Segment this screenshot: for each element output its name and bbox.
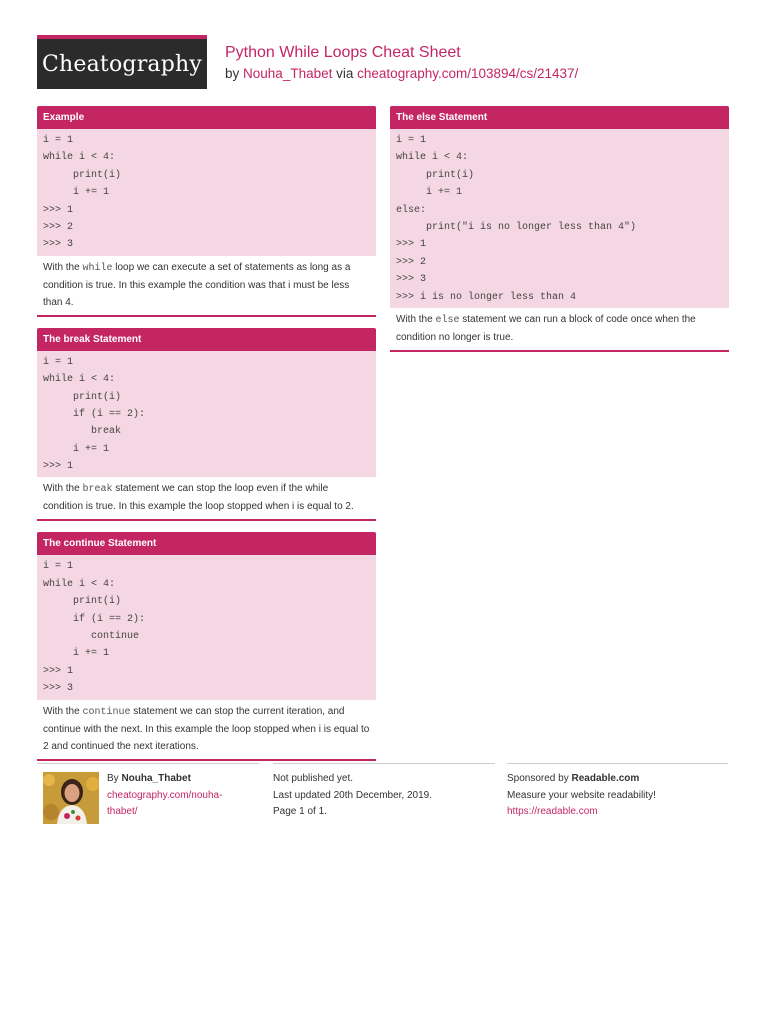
section-else <box>390 106 729 352</box>
code-line: >>> 1 <box>396 239 427 251</box>
section-title: Example <box>37 106 376 129</box>
code-line: while i < 4: <box>43 152 116 164</box>
sponsor-label: Sponsored by <box>507 773 569 784</box>
code-line: >>> 2 <box>396 256 427 268</box>
publish-status: Not published yet. <box>273 773 354 784</box>
code-line: i += 1 <box>43 648 110 660</box>
sponsor-link[interactable]: https://readable.com <box>507 806 598 817</box>
code-line: i = 1 <box>43 561 74 573</box>
avatar-image <box>43 772 99 824</box>
footer-publish-info <box>273 763 495 821</box>
last-updated: Last updated 20th December, 2019. <box>273 789 433 801</box>
desc-text: statement we can stop the loop even if the while condition is true. In this example the loop stopped when i is equal to 2. <box>43 483 354 513</box>
code-line: continue <box>43 631 140 643</box>
author-name-line <box>107 771 259 788</box>
inline-code: continue <box>82 706 131 718</box>
code-block <box>37 129 376 256</box>
code-line: print(i) <box>43 391 122 403</box>
desc-text: statement we can run a block of code once when the condition no longer is true. <box>396 313 696 343</box>
footer-sponsor <box>507 763 728 821</box>
code-line: >>> 1 <box>43 665 74 677</box>
code-block <box>390 129 729 308</box>
section-description <box>390 308 729 350</box>
desc-text: With the <box>43 705 83 717</box>
code-line: while i < 4: <box>396 152 469 164</box>
section-title: The else Statement <box>390 106 729 129</box>
section-example <box>37 106 376 317</box>
desc-text: With the <box>43 261 83 273</box>
code-line: while i < 4: <box>43 578 116 590</box>
author-info <box>107 771 259 821</box>
by-text: by <box>225 66 240 81</box>
byline <box>225 66 578 81</box>
page-title: Python While Loops Cheat Sheet <box>225 44 461 61</box>
code-line: if (i == 2): <box>43 408 146 420</box>
desc-text: loop we can execute a set of statements as long as a condition is true. In this example the condition was that i must be less than 4. <box>43 261 351 308</box>
section-break <box>37 328 376 522</box>
code-block <box>37 555 376 699</box>
code-line: >>> 1 <box>43 204 74 216</box>
section-title: The continue Statement <box>37 532 376 555</box>
code-line: >>> i is no longer less than 4 <box>396 291 577 303</box>
code-line: >>> 2 <box>43 221 74 233</box>
desc-text: With the <box>396 313 436 325</box>
left-column <box>37 106 376 772</box>
section-title: The break Statement <box>37 328 376 351</box>
code-line: i += 1 <box>43 443 110 455</box>
right-column <box>390 106 729 363</box>
via-text: via <box>336 66 354 81</box>
sponsor-name: Readable.com <box>571 773 640 784</box>
code-block <box>37 351 376 478</box>
section-description <box>37 256 376 315</box>
author-profile-link-cont[interactable]: thabet/ <box>107 806 138 817</box>
cheatography-logo[interactable] <box>37 35 207 89</box>
footer <box>37 763 728 833</box>
sponsor-line <box>507 771 728 788</box>
section-description <box>37 700 376 759</box>
code-line: >>> 3 <box>43 239 74 251</box>
code-line: print(i) <box>43 169 122 181</box>
code-line: else: <box>396 204 427 216</box>
code-line: i = 1 <box>43 356 74 368</box>
author-profile-link[interactable]: cheatography.com/nouha- <box>107 789 223 801</box>
code-line: i += 1 <box>396 187 463 199</box>
inline-code: while <box>82 262 113 274</box>
sponsor-tagline: Measure your website readability! <box>507 789 656 801</box>
footer-author <box>37 763 259 821</box>
code-line: >>> 1 <box>43 461 74 473</box>
code-line: print("i is no longer less than 4") <box>396 221 637 233</box>
code-line: i = 1 <box>43 135 74 146</box>
code-line: if (i == 2): <box>43 613 146 625</box>
author-name: Nouha_Thabet <box>121 773 191 784</box>
author-link[interactable]: Nouha_Thabet <box>243 66 333 81</box>
section-continue <box>37 532 376 760</box>
code-line: print(i) <box>43 596 122 608</box>
code-line: i = 1 <box>396 135 427 146</box>
code-line: >>> 3 <box>43 683 74 695</box>
code-line: i += 1 <box>43 187 110 199</box>
inline-code: break <box>82 484 113 496</box>
page-number: Page 1 of 1. <box>273 806 327 817</box>
code-line: >>> 3 <box>396 274 427 286</box>
code-line: print(i) <box>396 169 475 181</box>
inline-code: else <box>435 314 460 326</box>
logo-text: Cheatography <box>41 51 203 77</box>
code-line: break <box>43 426 122 438</box>
author-avatar[interactable] <box>43 772 99 824</box>
code-line: while i < 4: <box>43 374 116 386</box>
desc-text: statement we can stop the current iteration, and continue with the next. In this example the loop stopped when i is equal to 2 and continued the next iterations. <box>43 705 370 752</box>
by-label: By <box>107 773 119 784</box>
sheet-url-link[interactable]: cheatography.com/103894/cs/21437/ <box>357 66 579 81</box>
desc-text: With the <box>43 483 83 495</box>
section-description <box>37 477 376 519</box>
